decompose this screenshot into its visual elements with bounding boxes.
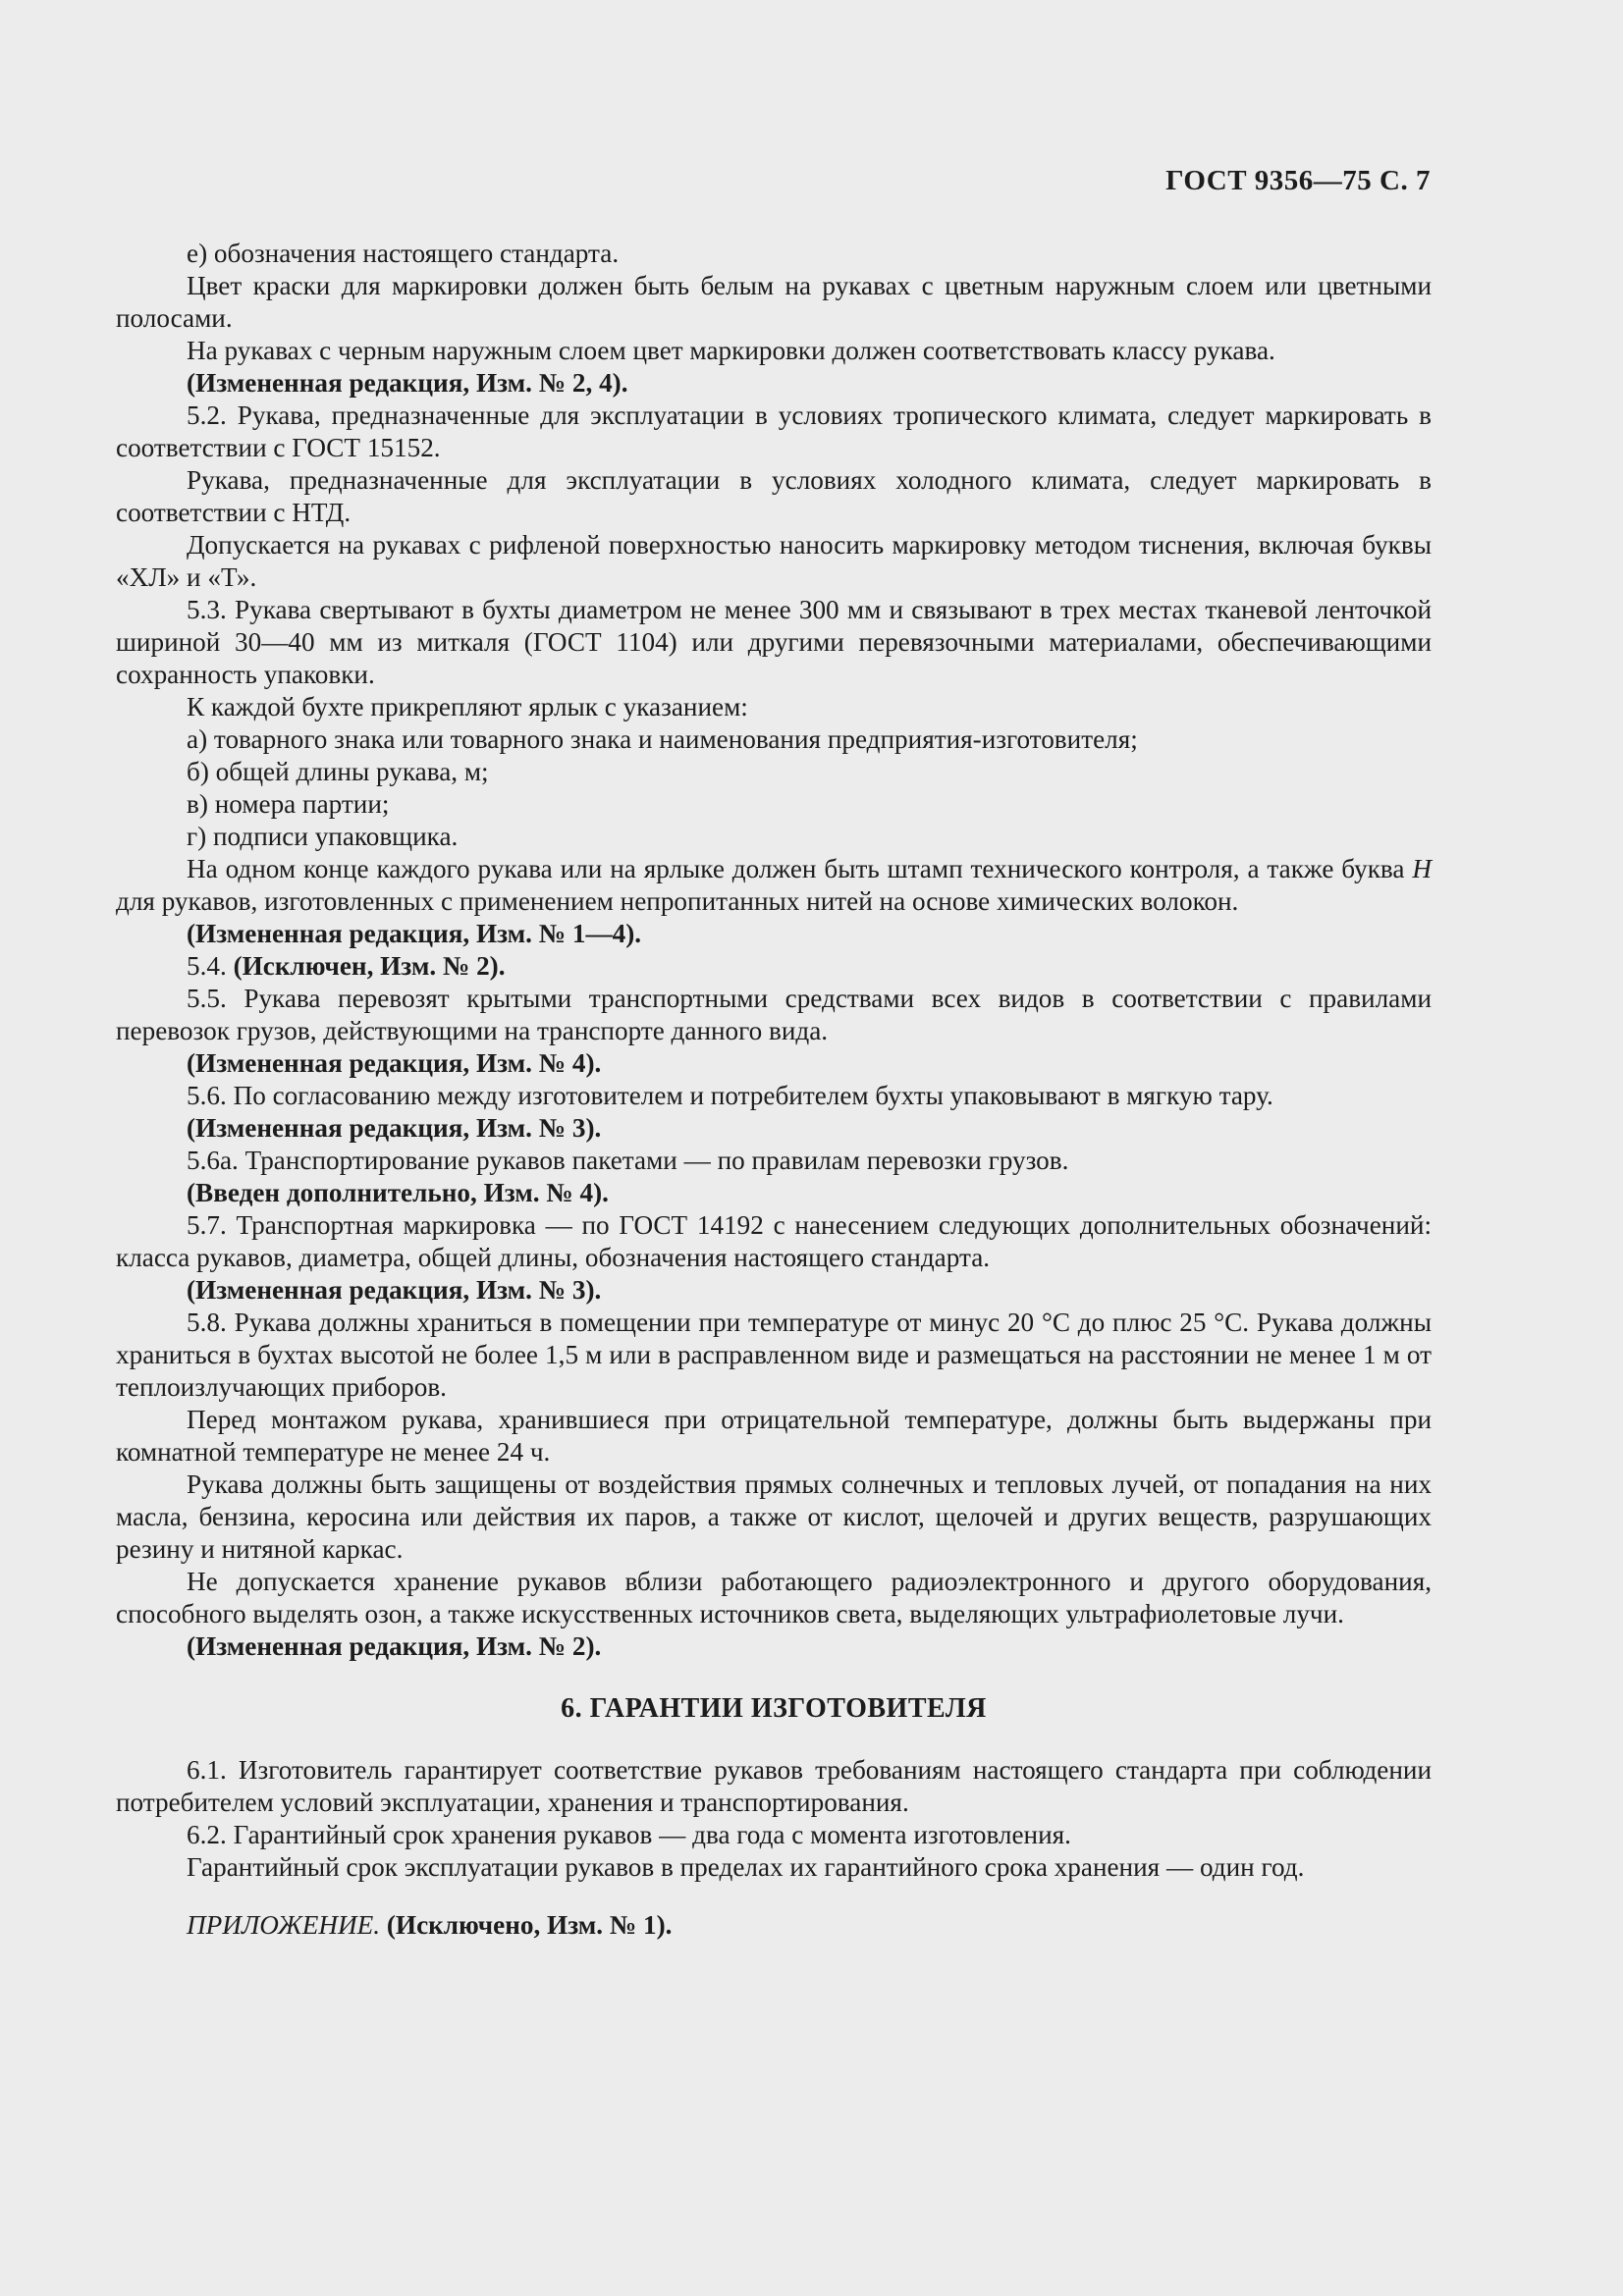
paragraph: 5.5. Рукава перевозят крытыми транспортными средствами всех видов в соответствии с правилами перевозок грузов, действующими на транспорте данного вида. <box>116 984 1432 1045</box>
revision-note <box>116 367 1432 400</box>
clause-number: 5.4. <box>187 951 234 981</box>
revision-note <box>116 1112 1432 1145</box>
revision-text: (Измененная редакция, Изм. № 1—4). <box>187 919 642 948</box>
paragraph: Допускается на рукавах с рифленой поверхностью наносить маркировку методом тиснения, включая буквы «ХЛ» и «Т». <box>116 530 1432 592</box>
appendix-label: ПРИЛОЖЕНИЕ. <box>187 1910 381 1940</box>
revision-text: (Измененная редакция, Изм. № 3). <box>187 1113 602 1143</box>
revision-text: (Измененная редакция, Изм. № 2, 4). <box>187 368 628 398</box>
paragraph: 5.6. По согласованию между изготовителем и потребителем бухты упаковывают в мягкую тару. <box>187 1081 1273 1110</box>
revision-note <box>116 1630 1432 1663</box>
revision-note <box>116 1177 1432 1209</box>
section-heading: 6. ГАРАНТИИ ИЗГОТОВИТЕЛЯ <box>561 1693 987 1724</box>
paragraph: Не допускается хранение рукавов вблизи работающего радиоэлектронного и другого оборудования, способного выделять озон, а также искусственных источников света, выделяющих ультрафиолетовые лучи. <box>116 1567 1432 1629</box>
paragraph: К каждой бухте прикрепляют ярлык с указанием: <box>187 692 748 721</box>
paragraph: 5.6а. Транспортирование рукавов пакетами — по правилам перевозки грузов. <box>187 1146 1069 1175</box>
paragraph: Рукава должны быть защищены от воздействия прямых солнечных и тепловых лучей, от попадания на них масла, бензина, керосина или действия их паров, а также от кислот, щелочей и других веществ, разрушающих резину и нитяной каркас. <box>116 1469 1432 1564</box>
list-item: б) общей длины рукава, м; <box>187 757 489 786</box>
revision-note <box>116 918 1432 950</box>
paragraph: 5.3. Рукава свертывают в бухты диаметром не менее 300 мм и связывают в трех местах тканевой ленточкой шириной 30—40 мм из миткаля (ГОСТ 1104) или другими перевязочными материалами, обеспечивающими сохранность упаковки. <box>116 595 1432 689</box>
paragraph-text: для рукавов, изготовленных с применением непропитанных нитей на основе химических волокон. <box>116 886 1239 916</box>
paragraph: е) обозначения настоящего стандарта. <box>187 239 620 268</box>
paragraph: Рукава, предназначенные для эксплуатации в условиях холодного климата, следует маркировать в соответствии с НТД. <box>116 465 1432 527</box>
paragraph-text: На одном конце каждого рукава или на ярлыке должен быть штамп технического контроля, а также буква <box>187 854 1413 883</box>
paragraph: Цвет краски для маркировки должен быть белым на рукавах с цветным наружным слоем или цветными полосами. <box>116 271 1432 333</box>
document-body <box>116 238 1432 1942</box>
paragraph <box>116 853 1432 918</box>
paragraph: На рукавах с черным наружным слоем цвет маркировки должен соответствовать классу рукава. <box>187 336 1275 365</box>
revision-text: (Измененная редакция, Изм. № 3). <box>187 1275 602 1305</box>
paragraph: Перед монтажом рукава, хранившиеся при отрицательной температуре, должны быть выдержаны при комнатной температуре не менее 24 ч. <box>116 1405 1432 1467</box>
paragraph <box>116 950 1432 983</box>
revision-text: (Измененная редакция, Изм. № 4). <box>187 1048 602 1078</box>
revision-text: (Введен дополнительно, Изм. № 4). <box>187 1178 609 1207</box>
appendix-status: (Исключено, Изм. № 1). <box>380 1910 673 1940</box>
letter-h: Н <box>1412 854 1432 883</box>
revision-note <box>116 1047 1432 1080</box>
paragraph: 5.2. Рукава, предназначенные для эксплуатации в условиях тропического климата, следует маркировать в соответствии с ГОСТ 15152. <box>116 400 1432 462</box>
paragraph: 6.2. Гарантийный срок хранения рукавов — два года с момента изготовления. <box>187 1820 1071 1849</box>
paragraph: Гарантийный срок эксплуатации рукавов в пределах их гарантийного срока хранения — один год. <box>187 1852 1305 1882</box>
list-item: а) товарного знака или товарного знака и наименования предприятия-изготовителя; <box>187 724 1138 754</box>
revision-note <box>116 1274 1432 1307</box>
list-item: г) подписи упаковщика. <box>187 822 459 851</box>
list-item: в) номера партии; <box>187 789 390 819</box>
paragraph: 5.7. Транспортная маркировка — по ГОСТ 14192 с нанесением следующих дополнительных обозначений: класса рукавов, диаметра, общей длины, обозначения настоящего стандарта. <box>116 1210 1432 1272</box>
paragraph: 6.1. Изготовитель гарантирует соответствие рукавов требованиям настоящего стандарта при соблюдении потребителем условий эксплуатации, хранения и транспортирования. <box>116 1755 1432 1817</box>
appendix-note <box>116 1909 1432 1942</box>
revision-text: (Исключен, Изм. № 2). <box>233 951 506 981</box>
paragraph: 5.8. Рукава должны храниться в помещении при температуре от минус 20 °С до плюс 25 °С. Рукава должны храниться в бухтах высотой не более 1,5 м или в расправленном виде и размещаться на расстоянии не менее 1 м от теплоизлучающих приборов. <box>116 1308 1432 1402</box>
page-header: ГОСТ 9356—75 С. 7 <box>1165 165 1431 196</box>
revision-text: (Измененная редакция, Изм. № 2). <box>187 1631 602 1661</box>
